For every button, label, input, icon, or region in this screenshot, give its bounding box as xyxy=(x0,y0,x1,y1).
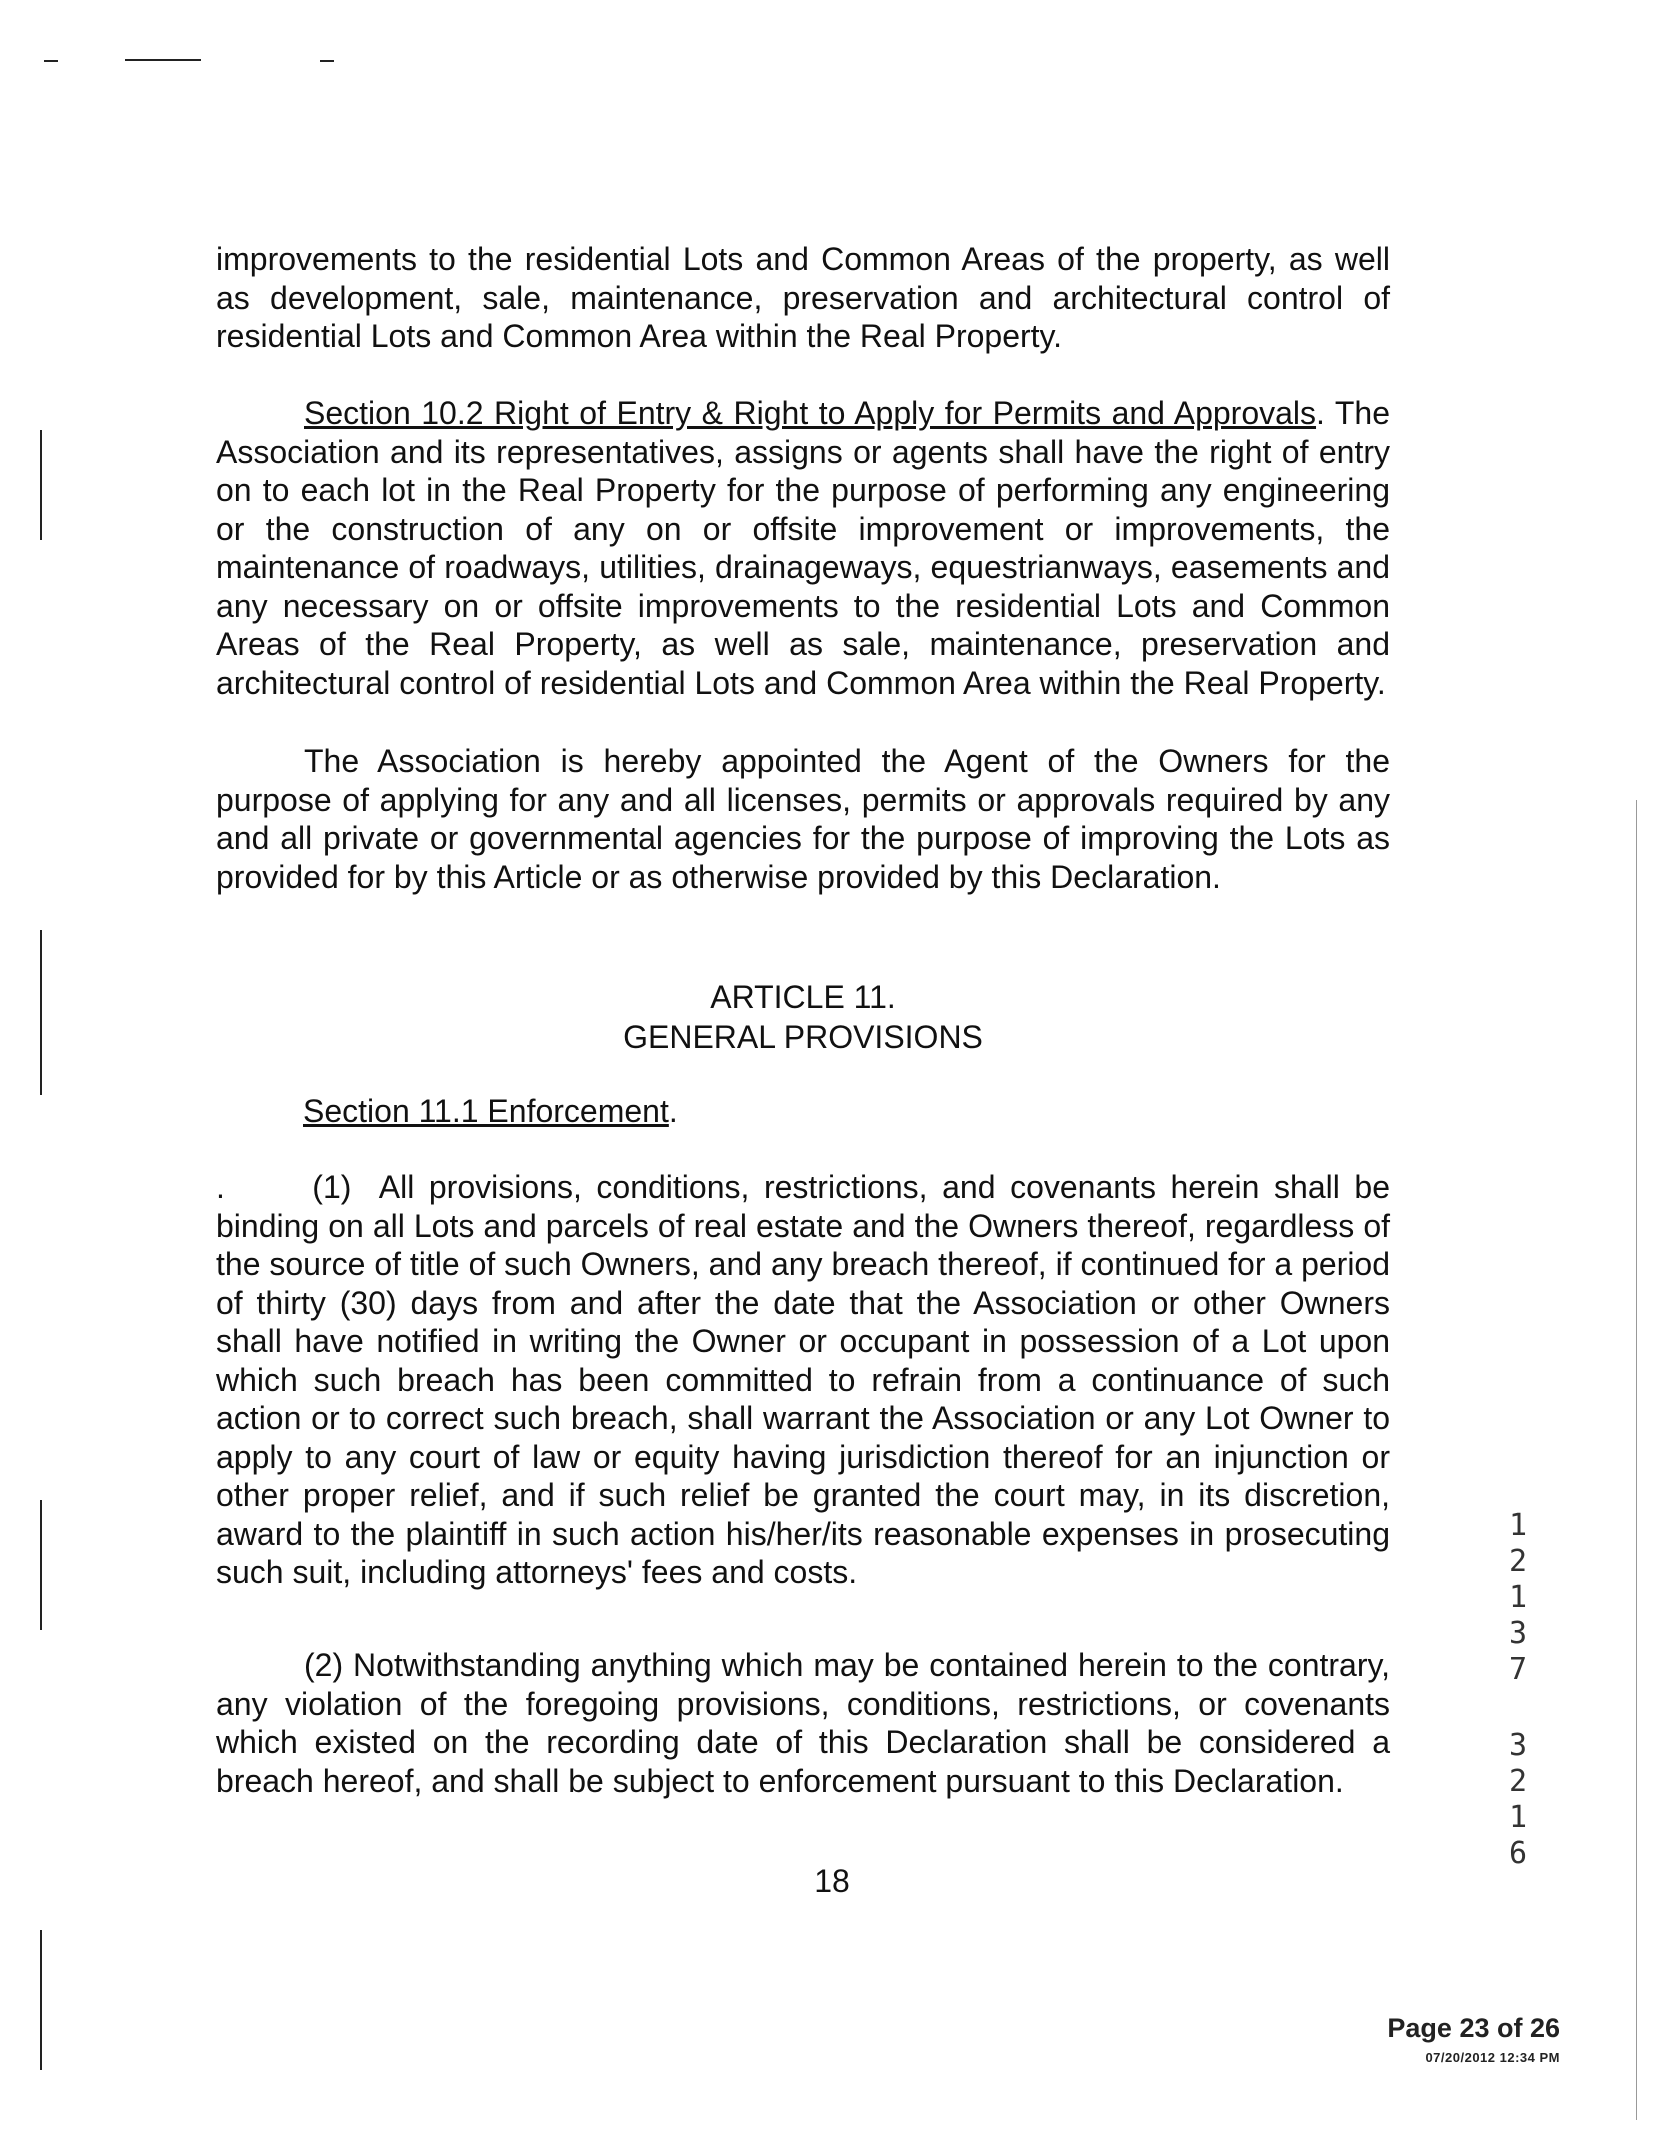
stamp-digit: 3 xyxy=(1508,1728,1528,1763)
scan-artifact xyxy=(125,59,201,61)
section-11-1-heading xyxy=(303,1093,678,1130)
stamp-digit: 6 xyxy=(1508,1836,1528,1871)
scan-artifact xyxy=(40,930,42,1095)
stamp-digit: 1 xyxy=(1508,1508,1528,1543)
section-11-1-title: Section 11.1 Enforcement xyxy=(303,1093,669,1129)
scan-artifact xyxy=(1636,800,1637,2120)
section-10-2-body: . The Association and its representatives, assigns or agents shall have the right of entry on to each lot in the Real Property for the purpose of performing any engineering or the construction of any on or offsite improvement or improvements, the maintenance of roadways, utilities, drainageways, equestrianways, easements and any necessary on or offsite improvements to the residential Lots and Common Areas of the Real Property, as well as sale, maintenance, preservation and architectural control of residential Lots and Common Area within the Real Property. xyxy=(216,395,1391,701)
page-number: 18 xyxy=(814,1863,850,1899)
section-10-2-paragraph xyxy=(216,394,1390,702)
stamp-digit: 1 xyxy=(1508,1800,1528,1835)
stamp-gap xyxy=(1500,1688,1536,1728)
scan-artifact xyxy=(320,60,334,62)
section-10-2-heading: Section 10.2 Right of Entry & Right to Apply for Permits and Approvals xyxy=(304,395,1317,431)
stamp-digit: 3 xyxy=(1508,1616,1528,1651)
article-heading xyxy=(216,977,1390,1057)
footer-timestamp: 07/20/2012 12:34 PM xyxy=(1425,2050,1560,2065)
stamp-digit: 2 xyxy=(1508,1544,1528,1579)
article-number: ARTICLE 11. xyxy=(710,979,896,1015)
section-11-1-suffix: . xyxy=(668,1093,678,1129)
article-title: GENERAL PROVISIONS xyxy=(623,1019,983,1055)
enforcement-clause-1: . (1) All provisions, conditions, restrictions, and covenants herein shall be binding on all Lots and parcels of real estate and the Owners thereof, regardless of the source of title of such Owners, and any breach thereof, if continued for a period of thirty (30) days from and after the date that the Association or other Owners shall have notified in writing the Owner or occupant in possession of a Lot upon which such breach has been committed to refrain from a continuance of such action or to correct such breach, shall warrant the Association or any Lot Owner to apply to any court of law or equity having jurisdiction thereof for an injunction or other proper relief, and if such relief be granted the court may, in its discretion, award to the plaintiff in such action his/her/its reasonable expenses in prosecuting such suit, including attorneys' fees and costs. xyxy=(216,1169,1399,1590)
agent-paragraph: The Association is hereby appointed the Agent of the Owners for the purpose of applying for any and all licenses, permits or approvals required by any and all private or governmental agencies for the purpose of improving the Lots as provided for by this Article or as otherwise provided by this Declaration. xyxy=(216,743,1390,895)
footer-page-count: Page 23 of 26 xyxy=(1387,2013,1560,2043)
stamp-digit: 1 xyxy=(1508,1580,1528,1615)
stamp-digit: 7 xyxy=(1508,1652,1528,1687)
recording-stamp xyxy=(1500,1508,1536,1872)
scan-artifact xyxy=(40,1930,42,2070)
scan-artifact xyxy=(40,1500,42,1630)
enforcement-clause-2: (2) Notwithstanding anything which may be contained herein to the contrary, any violation of the foregoing provisions, conditions, restrictions, or covenants which existed on the recording date of this Declaration shall be considered a breach hereof, and shall be subject to enforcement pursuant to this Declaration. xyxy=(216,1647,1390,1799)
scan-artifact xyxy=(44,60,58,62)
scan-artifact xyxy=(40,430,42,540)
paragraph-continuation: improvements to the residential Lots and Common Areas of the property, as well as development, sale, maintenance, preservation and architectural control of residential Lots and Common Area within the Real Property. xyxy=(216,241,1390,354)
stamp-digit: 2 xyxy=(1508,1764,1528,1799)
